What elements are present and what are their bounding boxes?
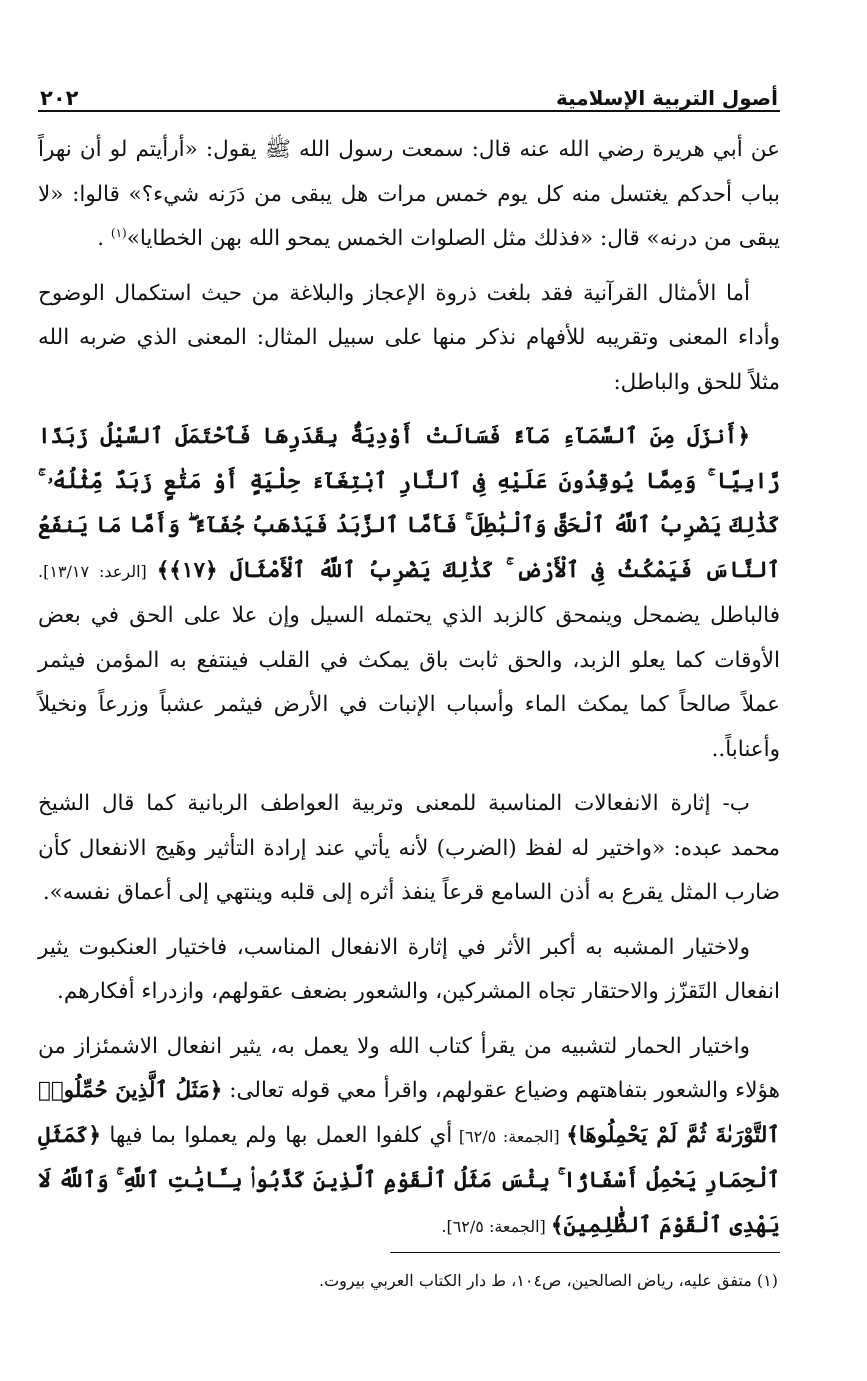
paragraph-text: أي كلفوا العمل بها ولم يعملوا بما فيها bbox=[101, 1122, 453, 1148]
book-page bbox=[38, 68, 780, 1259]
paragraph-text: . bbox=[97, 226, 111, 251]
header-title: أصول التربية الإسلامية bbox=[555, 86, 778, 110]
paragraph-text: عن أبي هريرة رضي الله عنه قال: سمعت رسول الله ﷺ يقول: «أرأيتم لو أن نهراً بباب أحدكم يغتسل منه كل يوم خمس مرات هل يبقى من دَرَنه شيء؟» قالوا: «لا يبقى من درنه» قال: «فذلك مثل الصلوات الخمس يمحو الله بهن الخطايا» bbox=[38, 137, 780, 251]
paragraph-text: واختيار الحمار لتشبيه من يقرأ كتاب الله ولا يعمل به، يثير انفعال الاشمئزاز من هؤلاء والشعور بتفاهتهم وضياع عقولهم، واقرأ معي قوله تعالى: bbox=[38, 1033, 780, 1103]
paragraph bbox=[38, 128, 780, 262]
paragraph bbox=[38, 272, 780, 406]
paragraph bbox=[38, 926, 780, 1015]
footnote-divider bbox=[390, 1252, 780, 1253]
footnote-list bbox=[38, 1267, 780, 1295]
running-header bbox=[38, 68, 780, 112]
paragraph-text: فالباطل يضمحل وينمحق كالزبد الذي يحتمله السيل وإن علا على الحق في بعض الأوقات كما يعلو الزبد، والحق ثابت باق يمكث في القلب فينتفع به المؤمن فيثمر عملاً صالحاً كما يمكث الماء وأسباب الإنبات في الأرض فيثمر عشباً وزرعاً ونخيلاً وأعناباً.. bbox=[38, 603, 780, 762]
paragraph-text: ولاختيار المشبه به أكبر الأثر في إثارة الانفعال المناسب، فاختيار العنكبوت يثير انفعال التَقزّز والاحتقار تجاه المشركين، والشعور بضعف عقولهم، وازدراء أفكارهم. bbox=[38, 934, 780, 1004]
paragraph bbox=[38, 415, 780, 772]
quran-verse: ﴿مَثَلُ ٱلَّذِينَ حُمِّلُوا۟ ٱلتَّوْرَىٰةَ ثُمَّ لَمْ يَحْمِلُوهَا﴾ bbox=[38, 1078, 780, 1148]
verse-citation: [الجمعة: ٦٢/٥] bbox=[452, 1126, 567, 1146]
body-text bbox=[38, 128, 780, 1249]
quran-verse: ﴿أَنزَلَ مِنَ ٱلسَّمَآءِ مَآءً فَسَالَتْ أَوْدِيَةٌۢ بِقَدَرِهَا فَٱحْتَمَلَ ٱلسَّيْلُ زَبَدًا رَّابِيًا ۚ وَمِمَّا يُوقِدُونَ عَلَيْهِ فِى ٱلنَّارِ ٱبْتِغَآءَ حِلْيَةٍ أَوْ مَتَٰعٍ زَبَدٌ مِّثْلُهُۥ ۚ كَذَٰلِكَ يَضْرِبُ ٱللَّهُ ٱلْحَقَّ وَٱلْبَٰطِلَ ۚ فَأَمَّا ٱلزَّبَدُ فَيَذْهَبُ جُفَآءً ۖ وَأَمَّا مَا يَنفَعُ ٱلنَّاسَ فَيَمْكُثُ فِى ٱلْأَرْضِ ۚ كَذَٰلِكَ يَضْرِبُ ٱللَّهُ ٱلْأَمْثَالَ ﴿١٧﴾﴾ bbox=[38, 424, 780, 583]
footnote: (١) متفق عليه، رياض الصالحين، ص١٠٤، ط دار الكتاب العربي بيروت. bbox=[319, 1271, 778, 1290]
footnote-marker: (١) bbox=[110, 225, 127, 240]
footnotes-section bbox=[38, 1252, 780, 1295]
paragraph bbox=[38, 782, 780, 916]
verse-citation: [الجمعة: ٦٢/٥]. bbox=[441, 1216, 551, 1236]
verse-citation: [الرعد: ١٣/١٧]. bbox=[38, 561, 157, 581]
paragraph bbox=[38, 1025, 780, 1250]
page-number: ٢٠٢ bbox=[40, 86, 79, 110]
paragraph-text: أما الأمثال القرآنية فقد بلغت ذروة الإعجاز والبلاغة من حيث استكمال الوضوح وأداء المعنى وتقريبه للأفهام نذكر منها على سبيل المثال: المعنى الذي ضربه الله مثلاً للحق والباطل: bbox=[38, 280, 780, 395]
quran-verse: ﴿كَمَثَلِ ٱلْحِمَارِ يَحْمِلُ أَسْفَارًۢا ۚ بِئْسَ مَثَلُ ٱلْقَوْمِ ٱلَّذِينَ كَذَّبُوا۟ بِـَٔايَٰتِ ٱللَّهِ ۚ وَٱللَّهُ لَا يَهْدِى ٱلْقَوْمَ ٱلظَّٰلِمِينَ﴾ bbox=[38, 1122, 780, 1238]
paragraph-text: ب- إثارة الانفعالات المناسبة للمعنى وتربية العواطف الربانية كما قال الشيخ محمد عبده: «واختير له لفظ (الضرب) لأنه يأتي عند إرادة التأثير وهَيج الانفعال كأن ضارب المثل يقرع به أذن السامع قرعاً ينفذ أثره إلى قلبه وينتهي إلى أعماق نفسه». bbox=[38, 791, 780, 905]
